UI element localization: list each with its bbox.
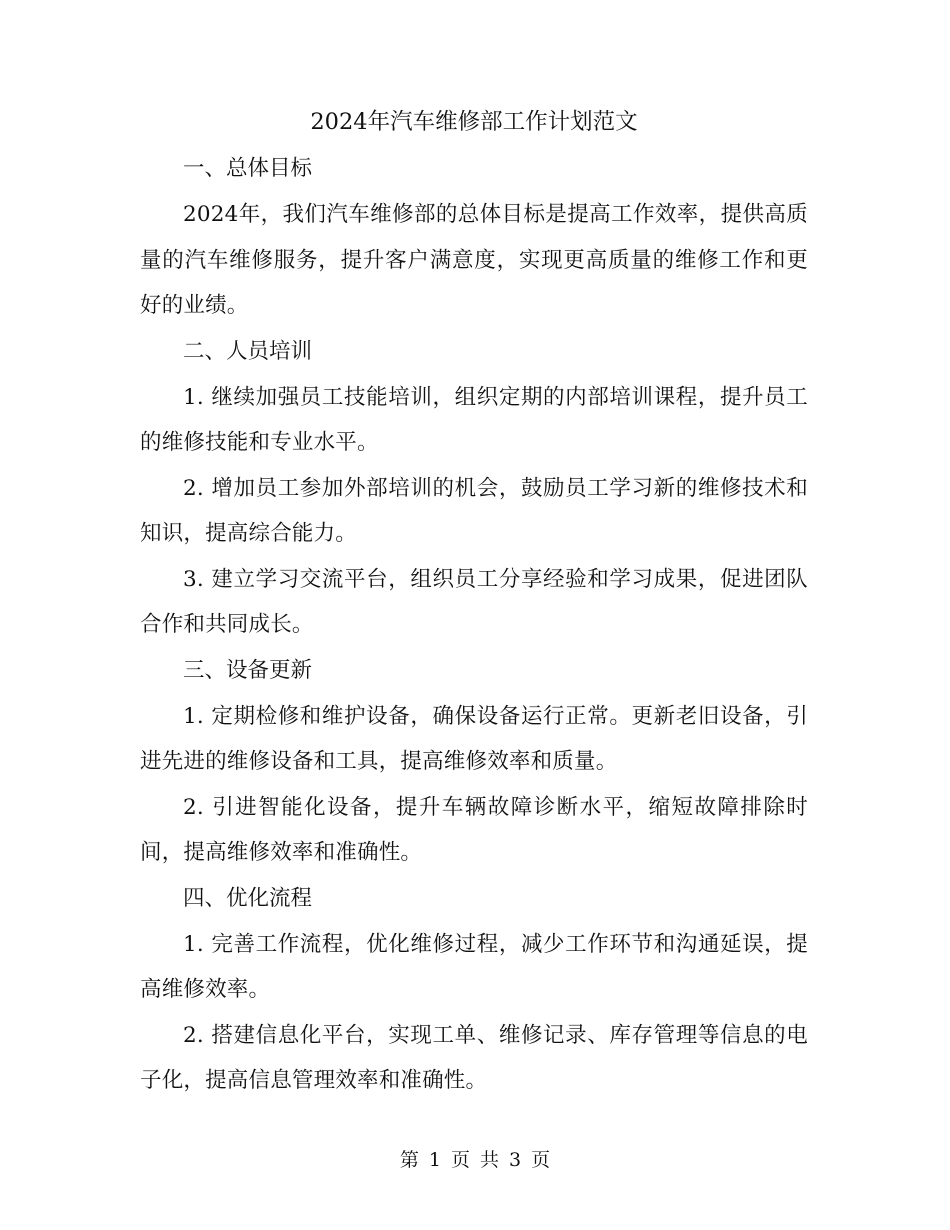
- page-number-footer: 第 1 页 共 3 页: [399, 1149, 551, 1171]
- paragraph: 1. 继续加强员工技能培训，组织定期的内部培训课程，提升员工的维修技能和专业水平。: [140, 384, 808, 455]
- document-body: [140, 98, 808, 1104]
- section-heading: 四、优化流程: [183, 885, 313, 911]
- document-title: 2024年汽车维修部工作计划范文: [310, 109, 638, 135]
- paragraph: 2024年，我们汽车维修部的总体目标是提高工作效率，提供高质量的汽车维修服务，提升客户满意度，实现更高质量的维修工作和更好的业绩。: [140, 202, 808, 318]
- section-heading: 二、人员培训: [183, 338, 313, 364]
- section-process-optimization: [140, 876, 808, 1104]
- section-overall-goal: [140, 146, 808, 329]
- section-equipment-update: [140, 648, 808, 876]
- section-heading: 三、设备更新: [183, 657, 313, 683]
- paragraph: 2. 搭建信息化平台，实现工单、维修记录、库存管理等信息的电子化，提高信息管理效率和准确性。: [140, 1022, 808, 1093]
- paragraph: 2. 增加员工参加外部培训的机会，鼓励员工学习新的维修技术和知识，提高综合能力。: [140, 475, 808, 546]
- section-staff-training: [140, 329, 808, 648]
- paragraph: 1. 定期检修和维护设备，确保设备运行正常。更新老旧设备，引进先进的维修设备和工具，提高维修效率和质量。: [140, 703, 808, 774]
- paragraph: 3. 建立学习交流平台，组织员工分享经验和学习成果，促进团队合作和共同成长。: [140, 566, 808, 637]
- paragraph: 1. 完善工作流程，优化维修过程，减少工作环节和沟通延误，提高维修效率。: [140, 931, 808, 1002]
- section-heading: 一、总体目标: [183, 156, 313, 181]
- paragraph: 2. 引进智能化设备，提升车辆故障诊断水平，缩短故障排除时间，提高维修效率和准确性。: [140, 794, 808, 865]
